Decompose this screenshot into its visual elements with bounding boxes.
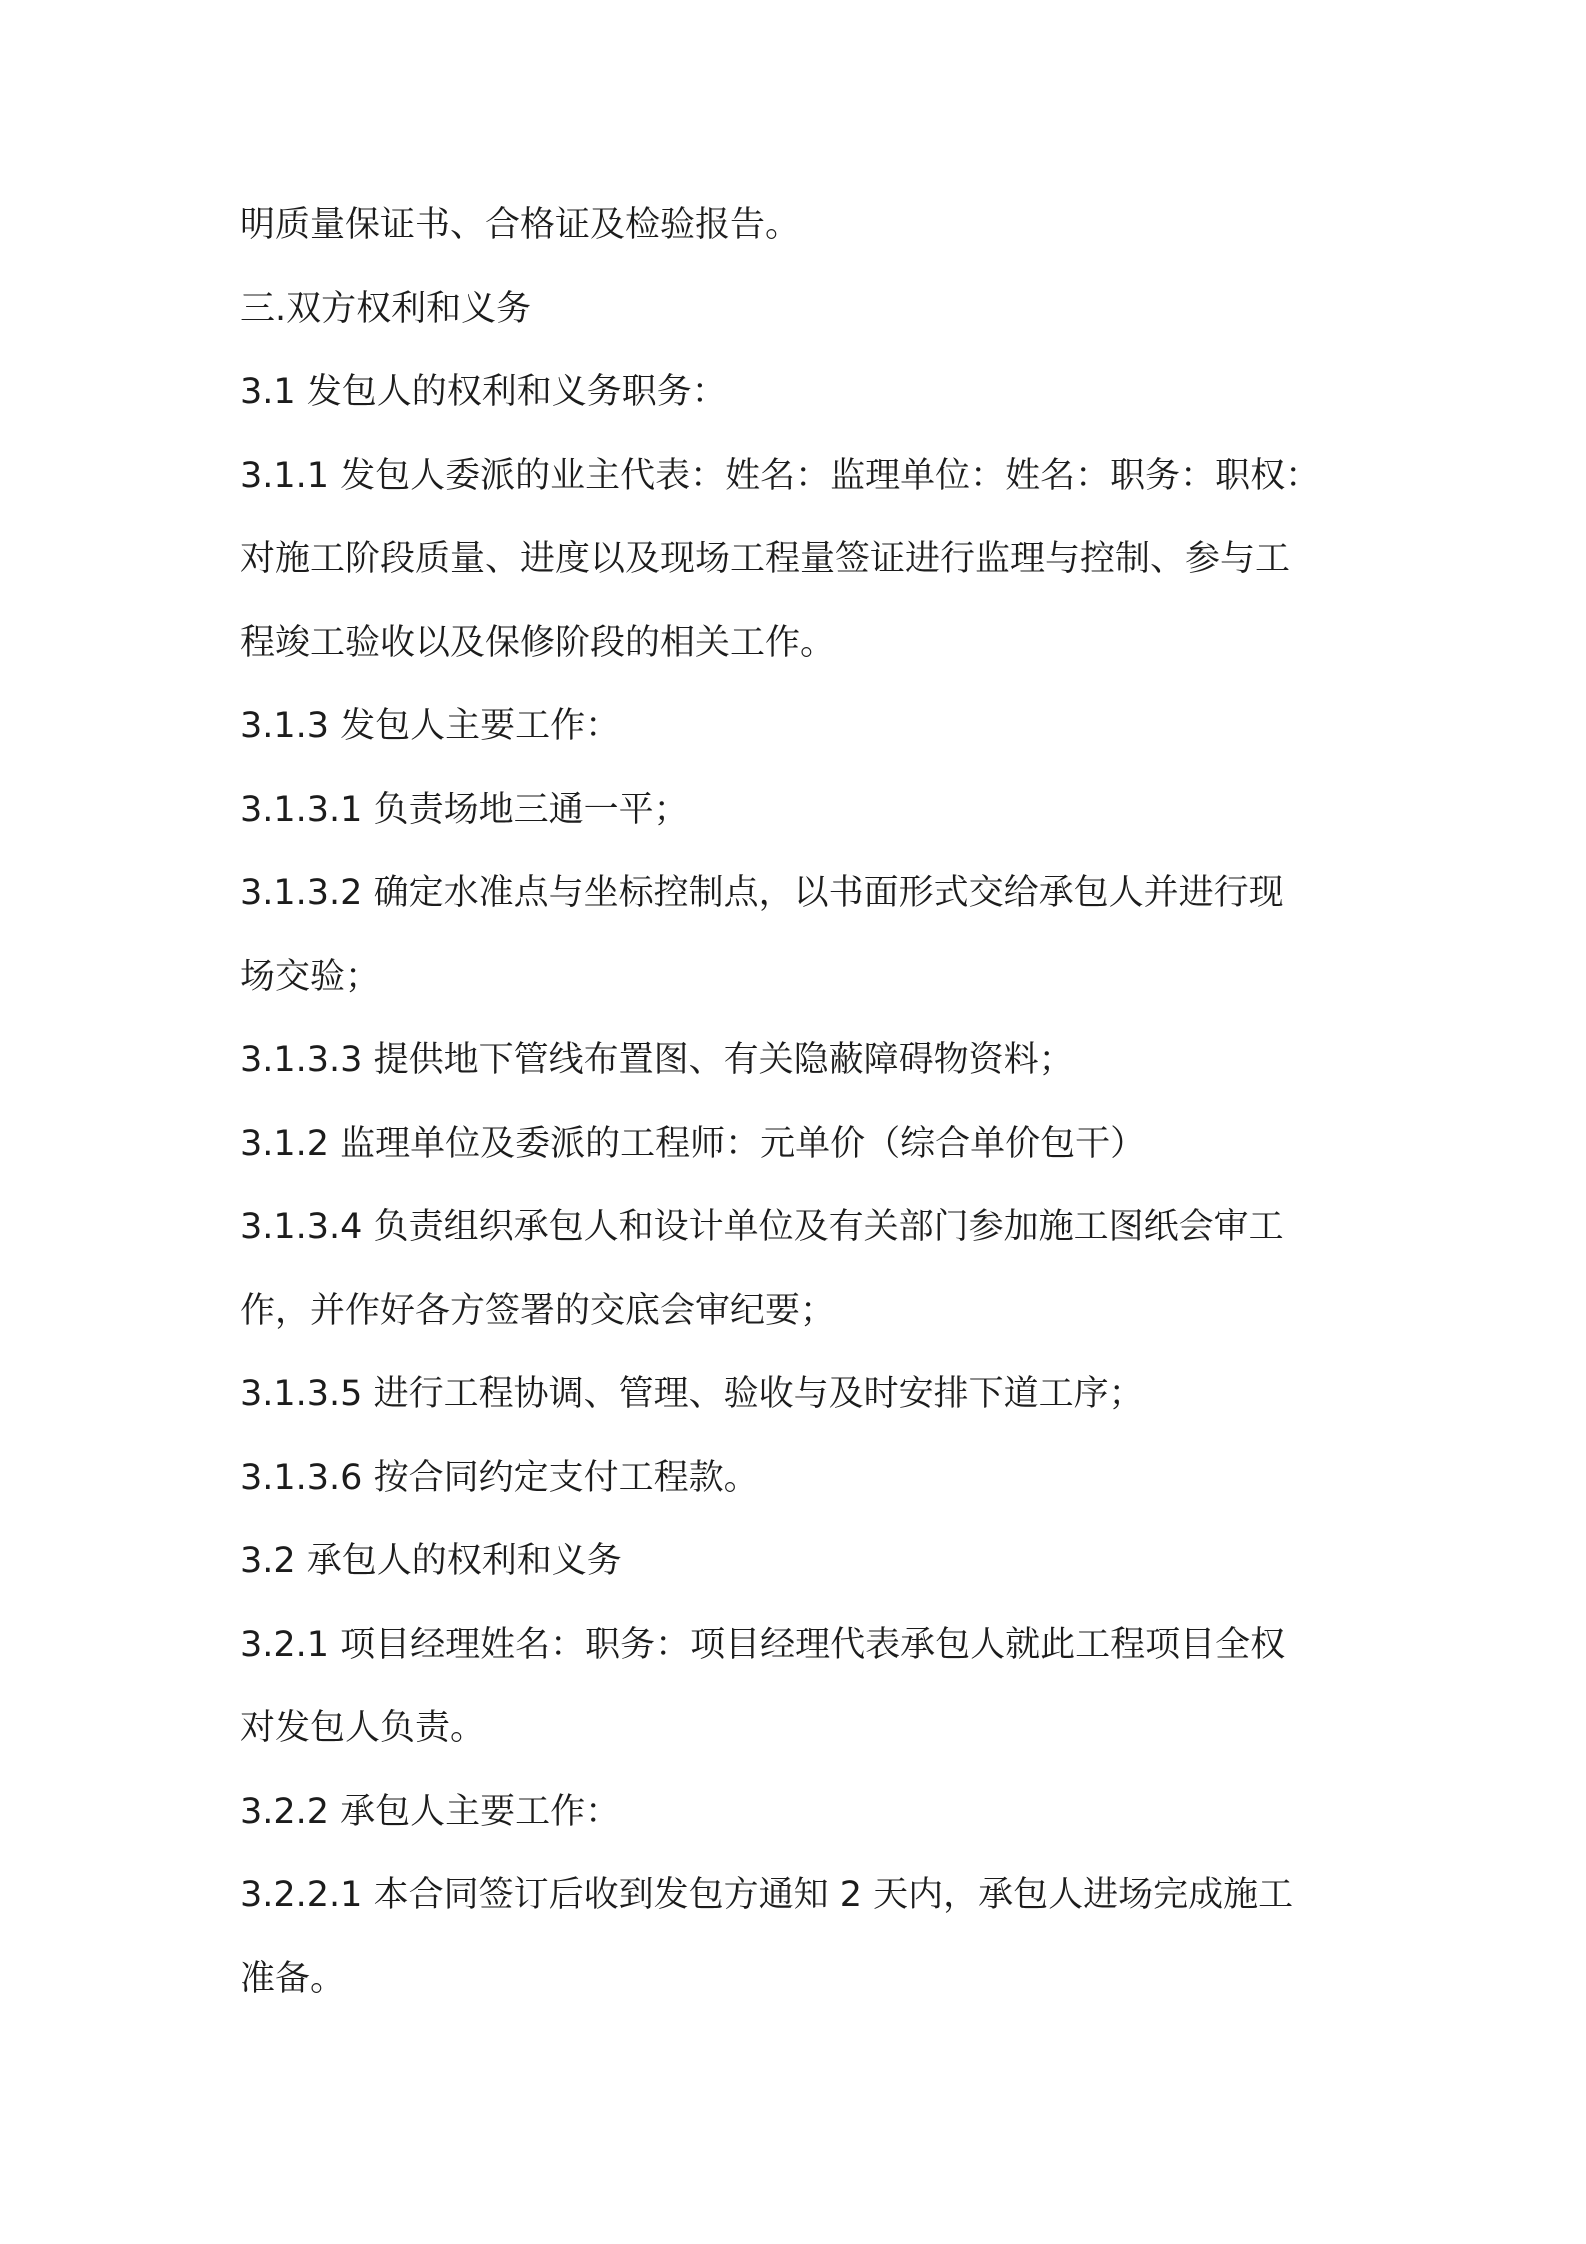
text-line: 3.1.3.4 负责组织承包人和设计单位及有关部门参加施工图纸会审工 [240,1207,1284,1247]
text-line: 3.2.2.1 本合同签订后收到发包方通知 2 天内，承包人进场完成施工 [240,1875,1294,1915]
text-line: 对施工阶段质量、进度以及现场工程量签证进行监理与控制、参与工 [240,539,1291,579]
text-line: 明质量保证书、合格证及检验报告。 [240,205,801,245]
text-line: 3.1.3.3 提供地下管线布置图、有关隐蔽障碍物资料； [240,1040,1074,1080]
document-body [240,197,1380,2034]
text-line: 3.1.3.1 负责场地三通一平； [240,789,689,830]
subsection-heading: 3.1.3 发包人主要工作： [240,706,621,746]
text-line: 3.1.2 监理单位及委派的工程师：元单价（综合单价包干） [240,1123,1146,1164]
text-line: 3.1.3.5 进行工程协调、管理、验收与及时安排下道工序； [240,1374,1144,1414]
text-line: 场交验； [240,956,381,997]
subsection-heading: 3.2 承包人的权利和义务 [240,1541,622,1581]
text-line: 3.1.3.2 确定水准点与坐标控制点，以书面形式交给承包人并进行现 [240,873,1284,913]
text-line: 3.2.1 项目经理姓名：职务：项目经理代表承包人就此工程项目全权 [240,1624,1286,1665]
section-heading: 三.双方权利和义务 [240,288,532,329]
subsection-heading: 3.2.2 承包人主要工作： [240,1791,621,1832]
text-line: 对发包人负责。 [240,1708,486,1748]
text-line: 程竣工验收以及保修阶段的相关工作。 [240,622,836,663]
text-line: 3.1.1 发包人委派的业主代表：姓名：监理单位：姓名：职务：职权： [240,455,1321,496]
text-line: 作，并作好各方签署的交底会审纪要； [240,1290,836,1331]
text-line: 准备。 [240,1958,346,1999]
subsection-heading: 3.1 发包人的权利和义务职务： [240,372,727,412]
text-line: 3.1.3.6 按合同约定支付工程款。 [240,1457,759,1498]
